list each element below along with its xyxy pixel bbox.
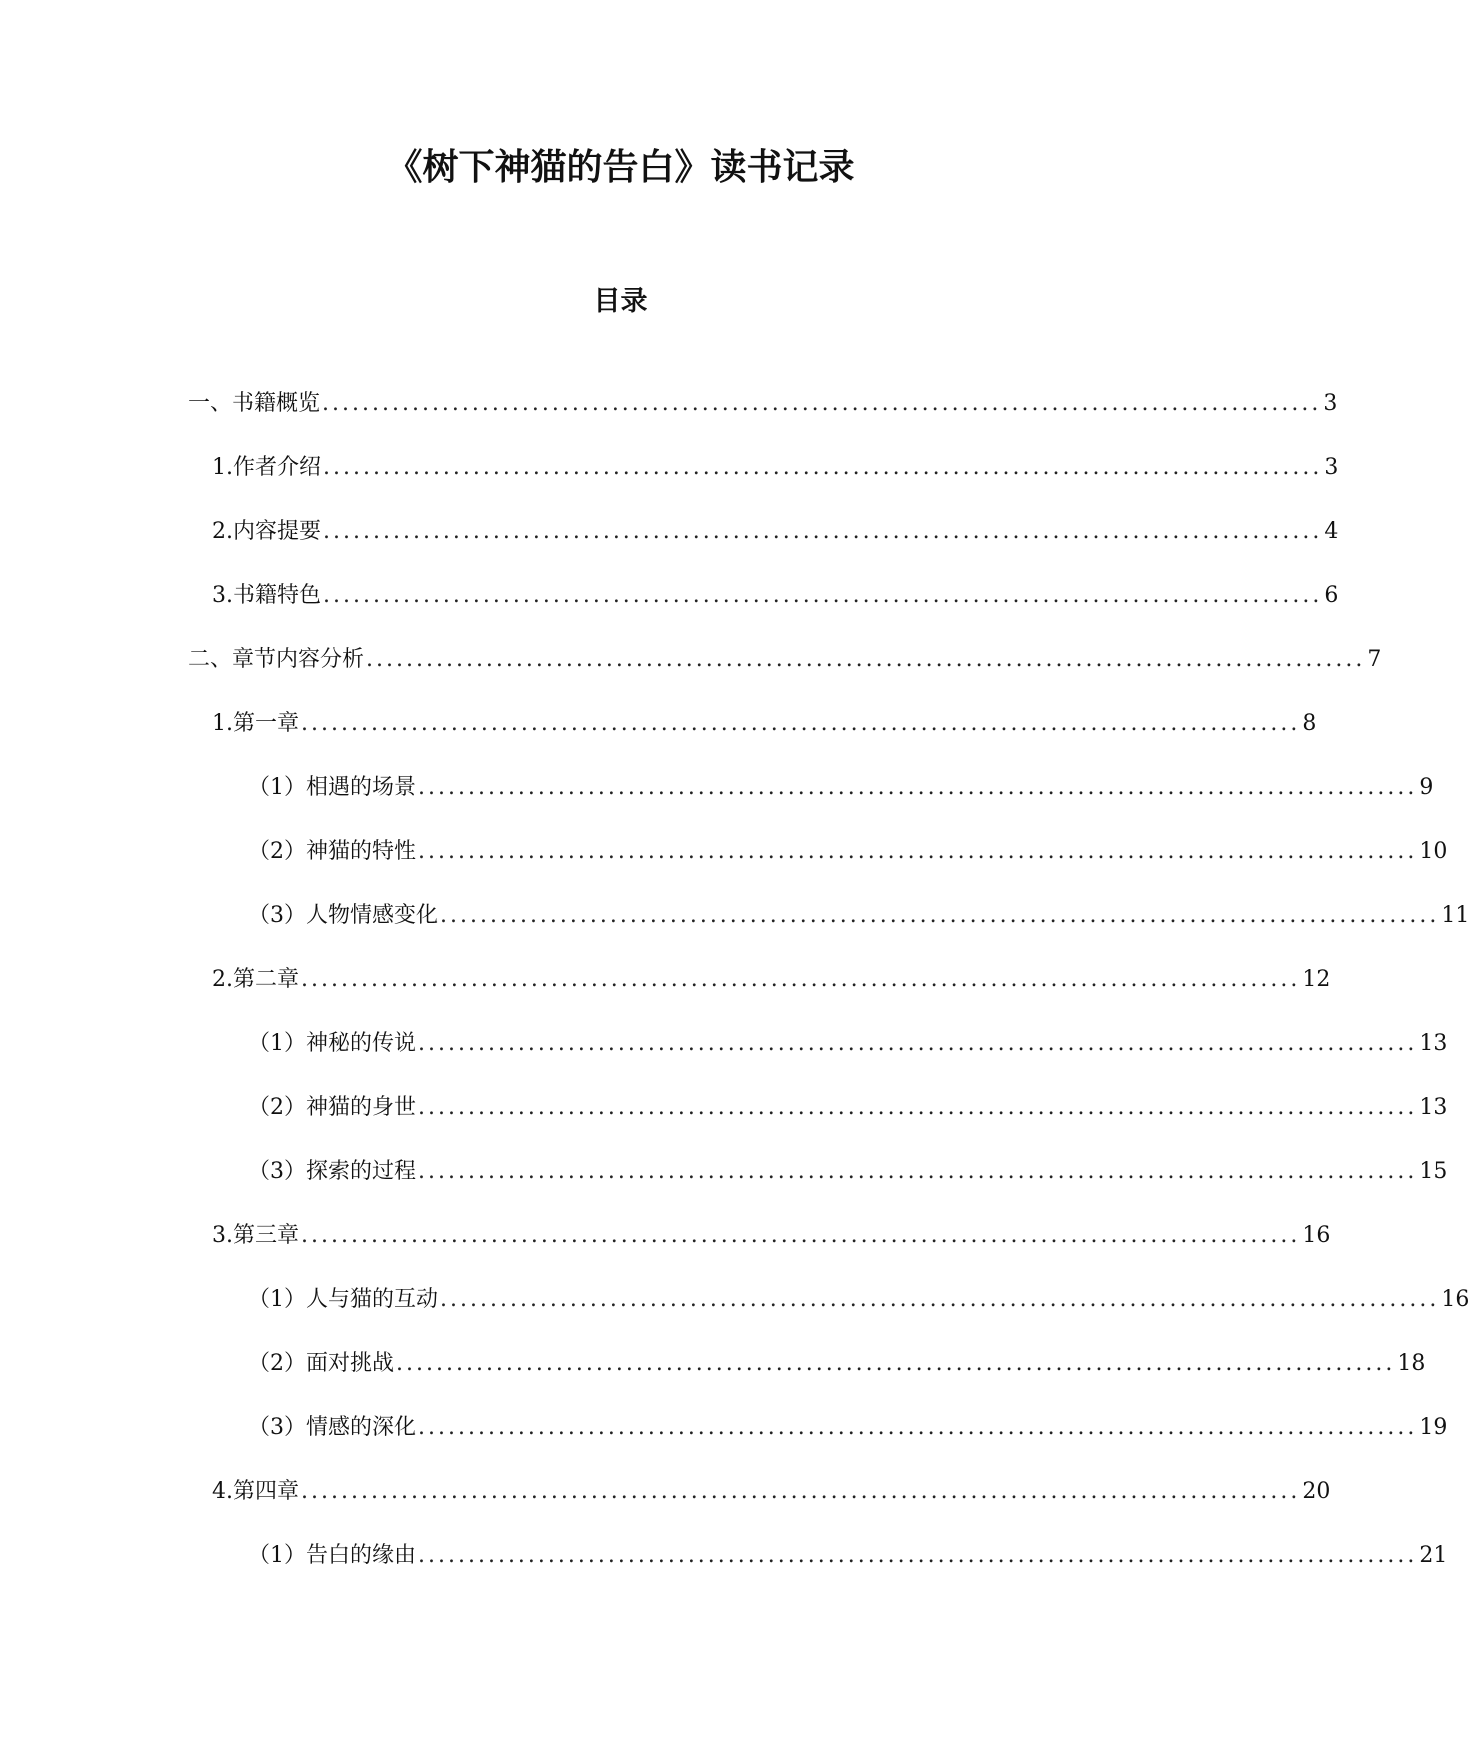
toc-entry-number: 2. (212, 967, 233, 992)
toc-page-number: 19 (1419, 1415, 1448, 1440)
toc-entry-label: 作者介绍 (233, 455, 322, 480)
toc-entry-content-summary[interactable] (212, 517, 1339, 547)
toc-page-number: 18 (1397, 1351, 1426, 1376)
toc-entry-deepening-emotion[interactable] (248, 1413, 1448, 1443)
toc-entry-cat-traits[interactable] (248, 837, 1448, 867)
toc-dot-leader: .................................................................................................... (322, 391, 1322, 416)
toc-entry-label: 第二章 (233, 967, 300, 992)
toc-dot-leader: .................................................................................................... (301, 1223, 1301, 1248)
toc-entry-emotional-change[interactable] (248, 901, 1469, 931)
toc-entry-encounter-scene[interactable] (248, 773, 1434, 803)
toc-dot-leader: .................................................................................................... (418, 839, 1418, 864)
toc-page-number: 4 (1324, 519, 1339, 544)
toc-page-number: 16 (1441, 1287, 1469, 1312)
toc-page-number: 16 (1302, 1223, 1331, 1248)
toc-dot-leader: .................................................................................................... (323, 519, 1323, 544)
toc-entry-chapter-three[interactable] (212, 1221, 1331, 1251)
toc-page-number: 20 (1302, 1479, 1331, 1504)
toc-entry-label: （3）情感的深化 (248, 1415, 416, 1440)
toc-entry-number: 1. (212, 711, 233, 736)
toc-dot-leader: .................................................................................................... (418, 1095, 1418, 1120)
toc-entry-author-intro[interactable] (212, 453, 1339, 483)
toc-page-number: 6 (1324, 583, 1339, 608)
toc-heading: 目录 (593, 286, 648, 317)
toc-page-number: 21 (1419, 1543, 1448, 1568)
toc-page-number: 15 (1419, 1159, 1448, 1184)
toc-dot-leader: .................................................................................................... (301, 1479, 1301, 1504)
toc-entry-label: 第一章 (233, 711, 300, 736)
toc-entry-exploration[interactable] (248, 1157, 1448, 1187)
toc-page-number: 7 (1367, 647, 1382, 672)
toc-page-number: 9 (1419, 775, 1434, 800)
toc-entry-label: 二、章节内容分析 (188, 647, 365, 672)
toc-dot-leader: .................................................................................................... (418, 1543, 1418, 1568)
toc-page-number: 13 (1419, 1095, 1448, 1120)
toc-entry-cat-origin[interactable] (248, 1093, 1448, 1123)
toc-entry-book-features[interactable] (212, 581, 1339, 611)
toc-entry-chapter-one[interactable] (212, 709, 1317, 739)
toc-entry-human-cat-interaction[interactable] (248, 1285, 1469, 1315)
toc-dot-leader: .................................................................................................... (440, 1287, 1440, 1312)
toc-page-number: 10 (1419, 839, 1448, 864)
toc-dot-leader: .................................................................................................... (323, 583, 1323, 608)
toc-entry-label: 第三章 (233, 1223, 300, 1248)
toc-entry-label: （2）神猫的身世 (248, 1095, 416, 1120)
toc-page-number: 11 (1441, 903, 1469, 928)
toc-page-number: 8 (1302, 711, 1317, 736)
toc-entry-label: （3）人物情感变化 (248, 903, 438, 928)
toc-entry-label: 内容提要 (233, 519, 322, 544)
toc-page-number: 3 (1324, 455, 1339, 480)
toc-entry-confession-reason[interactable] (248, 1541, 1448, 1571)
toc-dot-leader: .................................................................................................... (301, 967, 1301, 992)
toc-entry-chapter-four[interactable] (212, 1477, 1331, 1507)
toc-entry-label: （3）探索的过程 (248, 1159, 416, 1184)
toc-entry-chapter-analysis[interactable] (188, 645, 1382, 675)
toc-dot-leader: .................................................................................................... (418, 775, 1418, 800)
toc-entry-mysterious-legend[interactable] (248, 1029, 1448, 1059)
toc-entry-facing-challenges[interactable] (248, 1349, 1426, 1379)
toc-dot-leader: .................................................................................................... (396, 1351, 1396, 1376)
toc-page-number: 3 (1323, 391, 1338, 416)
toc-entry-number: 4. (212, 1479, 233, 1504)
toc-entry-number: 1. (212, 455, 233, 480)
toc-entry-number: 3. (212, 583, 233, 608)
toc-dot-leader: .................................................................................................... (418, 1415, 1418, 1440)
toc-entry-label: （1）相遇的场景 (248, 775, 416, 800)
toc-page-number: 12 (1302, 967, 1331, 992)
toc-dot-leader: .................................................................................................... (301, 711, 1301, 736)
toc-entry-book-overview[interactable] (188, 389, 1338, 419)
toc-entry-label: （2）神猫的特性 (248, 839, 416, 864)
toc-entry-label: 书籍特色 (233, 583, 322, 608)
toc-entry-label: （1）神秘的传说 (248, 1031, 416, 1056)
toc-entry-number: 3. (212, 1223, 233, 1248)
toc-dot-leader: .................................................................................................... (418, 1031, 1418, 1056)
toc-entry-label: （1）人与猫的互动 (248, 1287, 438, 1312)
toc-entry-number: 2. (212, 519, 233, 544)
toc-entry-label: 一、书籍概览 (188, 391, 321, 416)
toc-dot-leader: .................................................................................................... (323, 455, 1323, 480)
toc-entry-label: （1）告白的缘由 (248, 1543, 416, 1568)
toc-dot-leader: .................................................................................................... (418, 1159, 1418, 1184)
document-title: 《树下神猫的告白》读书记录 (386, 147, 855, 188)
toc-entry-chapter-two[interactable] (212, 965, 1331, 995)
toc-dot-leader: .................................................................................................... (366, 647, 1366, 672)
toc-page-number: 13 (1419, 1031, 1448, 1056)
toc-entry-label: 第四章 (233, 1479, 300, 1504)
toc-entry-label: （2）面对挑战 (248, 1351, 394, 1376)
toc-dot-leader: .................................................................................................... (440, 903, 1440, 928)
